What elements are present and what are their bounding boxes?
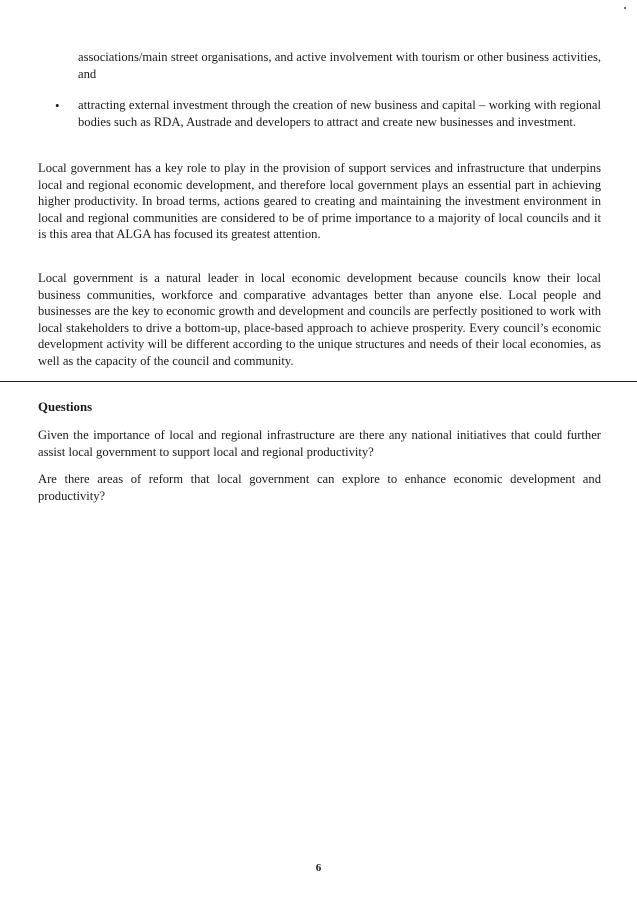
- bullet-text: attracting external investment through the creation of new business and capital – working with regional bodies such as RDA, Austrade and developers to attract and create new businesses and investment.: [78, 98, 601, 129]
- paragraph-local-government-role: Local government has a key role to play in the provision of support services and infrastructure that underpins local and regional economic development, and therefore local government plays an essential part in achieving higher productivity. In broad terms, actions geared to creating and maintaining the investment environment in local and regional communities are considered to be of prime importance to a majority of local councils and it is this area that ALGA has focused its greatest attention.: [38, 161, 601, 241]
- scan-speck: [624, 7, 626, 9]
- questions-heading: Questions: [38, 400, 93, 414]
- question-item: Are there areas of reform that local government can explore to enhance economic development and productivity?: [38, 472, 601, 503]
- bullet-icon: •: [55, 98, 60, 113]
- paragraph-natural-leader: Local government is a natural leader in local economic development because councils know their local business communities, workforce and comparative advantages better than anyone else. Local people and businesses are the key to economic growth and development and councils are perfectly positioned to work with local stakeholders to drive a bottom-up, place-based approach to achieve prosperity. Every council’s economic development activity will be different according to the unique structures and needs of their local economies, as well as the capacity of the council and community.: [38, 271, 601, 368]
- question-item: Given the importance of local and regional infrastructure are there any national initiatives that could further assist local government to support local and regional productivity?: [38, 428, 601, 459]
- page-number: 6: [315, 862, 322, 874]
- section-divider: [0, 381, 637, 382]
- bullet-continuation-text: associations/main street organisations, and active involvement with tourism or other business activities, and: [78, 50, 601, 81]
